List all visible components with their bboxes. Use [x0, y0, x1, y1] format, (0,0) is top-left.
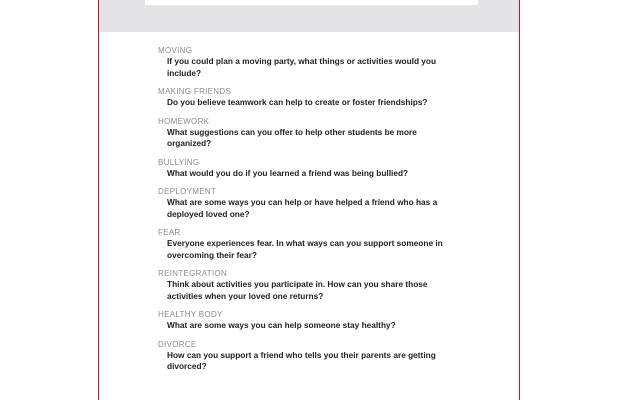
question-text: What would you do if you learned a friend was being bullied?	[167, 167, 409, 178]
category-label: MOVING	[158, 46, 193, 55]
question-text: What are some ways you can help someone stay healthy?	[167, 320, 396, 330]
list-item-homework	[158, 117, 458, 150]
list-item-healthy-body	[158, 310, 458, 332]
category-label: HOMEWORK	[158, 116, 210, 126]
category-label: FEAR	[158, 228, 181, 237]
list-item-moving	[158, 46, 458, 79]
question-text: Everyone experiences fear. In what ways can you support someone in overcoming their fear?	[167, 238, 443, 260]
category-label: DEPLOYMENT	[158, 187, 217, 196]
question-text: What are some ways you can help or have helped a friend who has a deployed loved one?	[167, 197, 438, 219]
list-item-deployment	[158, 187, 458, 220]
category-label: MAKING FRIENDS	[158, 87, 232, 96]
question-text: How can you support a friend who tells you their parents are getting divorced?	[167, 349, 436, 371]
category-label: HEALTHY BODY	[158, 310, 223, 319]
question-list	[158, 46, 458, 381]
list-item-bullying	[158, 158, 458, 180]
category-label: DIVORCE	[158, 339, 197, 349]
category-label: REINTEGRATION	[158, 269, 228, 278]
list-item-divorce	[158, 340, 458, 373]
list-item-reintegration	[158, 269, 458, 302]
category-label: BULLYING	[158, 157, 200, 167]
question-text: Do you believe teamwork can help to create or foster friendships?	[167, 97, 428, 107]
question-text: What suggestions can you offer to help other students be more organized?	[167, 126, 417, 148]
question-text: Think about activities you participate in. How can you share those activities when your loved one returns?	[167, 279, 428, 301]
list-item-making-friends	[158, 87, 458, 109]
question-text: If you could plan a moving party, what things or activities would you include?	[167, 56, 437, 78]
list-item-fear	[158, 228, 458, 261]
